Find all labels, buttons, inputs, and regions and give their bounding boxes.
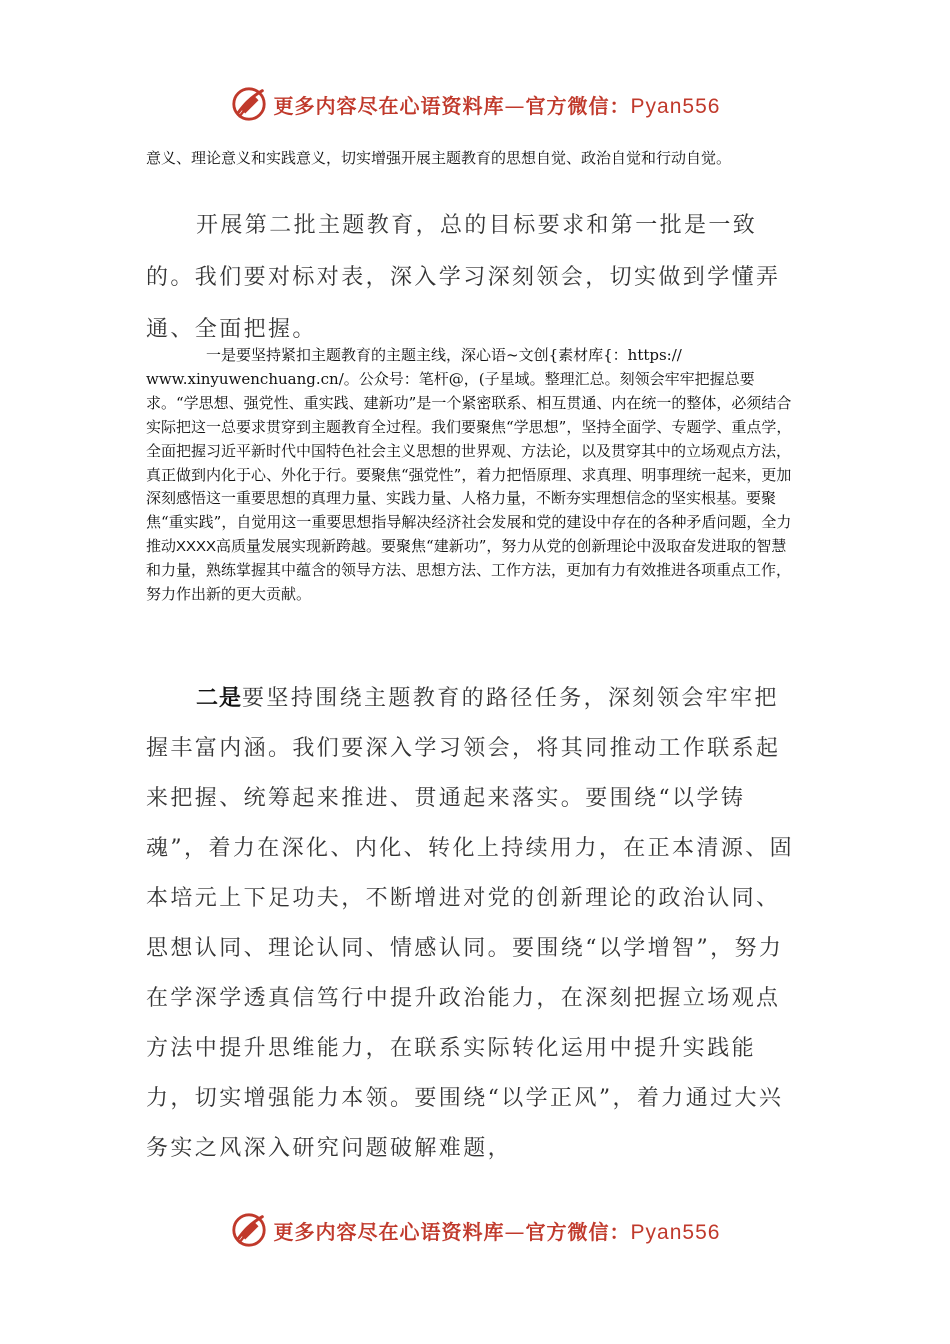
intro-paragraph: 意义、理论意义和实践意义，切实增强开展主题教育的思想自觉、政治自觉和行动自觉。 [146, 149, 732, 167]
pen-logo-icon [230, 1211, 268, 1249]
placeholder-xxxx: XXXX [176, 538, 217, 556]
wechat-id: Pyan556 [630, 94, 721, 118]
point-two-paragraph: 二是要坚持围绕主题教育的路径任务，深刻领会牢牢把握丰富内涵。我们要深入学习领会，将其同推动工作联系起来把握、统筹起来推进、贯通起来落实。要围绕“以学铸魂”，着力在深化、内化、转化上持续用力，在正本清源、固本培元上下足功夫，不断增进对党的创新理论的政治认同、思想认同、理论认同、情感认同。要围绕“以学增智”，努力在学深学透真信笃行中提升政治能力，在深刻把握立场观点方法中提升思维能力，在联系实际转化运用中提升实践能力，切实增强能力本领。要围绕“以学正风”，着力通过大兴务实之风深入研究问题破解难题， [146, 685, 795, 1161]
footer-banner-text: 更多内容尽在心语资料库—官方微信：Pyan556 [273, 1219, 721, 1244]
goal-paragraph: 开展第二批主题教育，总的目标要求和第一批是一致的。我们要对标对表，深入学习深刻领会，切实做到学懂弄通、全面把握。 [146, 213, 781, 342]
header-banner [0, 84, 950, 124]
point-one-paragraph: 一是要坚持紧扣主题教育的主题主线，深心语~文创{素材库{：https:// www.xinyuwenchuang.cn/。公众号：笔杆@，(子星域。整理汇总。刻领会牢牢把握总要求。“学思想、强党性、重实践、建新功”是一个紧密联系、相互贯通、内在统一的整体，必须结合实际把这一总要求贯穿到主题教育全过程。我们要聚焦“学思想”，坚持全面学、专题学、重点学，全面把握习近平新时代中国特色社会主义思想的世界观、方法论，以及贯穿其中的立场观点方法，真正做到内化于心、外化于行。要聚焦“强党性”，着力把悟原理、求真理、明事理统一起来，更加深刻感悟这一重要思想的真理力量、实践力量、人格力量，不断夯实理想信念的坚实根基。要聚焦“重实践”，自觉用这一重要思想指导解决经济社会发展和党的建设中存在的各种矛盾问题，全力推动XXXX高质量发展实现新跨越。要聚焦“建新功”，努力从党的创新理论中汲取奋发进取的智慧和力量，熟练掌握其中蕴含的领导方法、思想方法、工作方法，更加有力有效推进各项重点工作，努力作出新的更大贡献。 [146, 346, 792, 604]
header-banner-text: 更多内容尽在心语资料库—官方微信：Pyan556 [273, 93, 721, 118]
footer-banner [0, 1210, 950, 1250]
wechat-id: Pyan556 [630, 1220, 721, 1244]
point-two-lead: 二是 [196, 685, 243, 711]
pen-logo-icon [230, 85, 268, 123]
